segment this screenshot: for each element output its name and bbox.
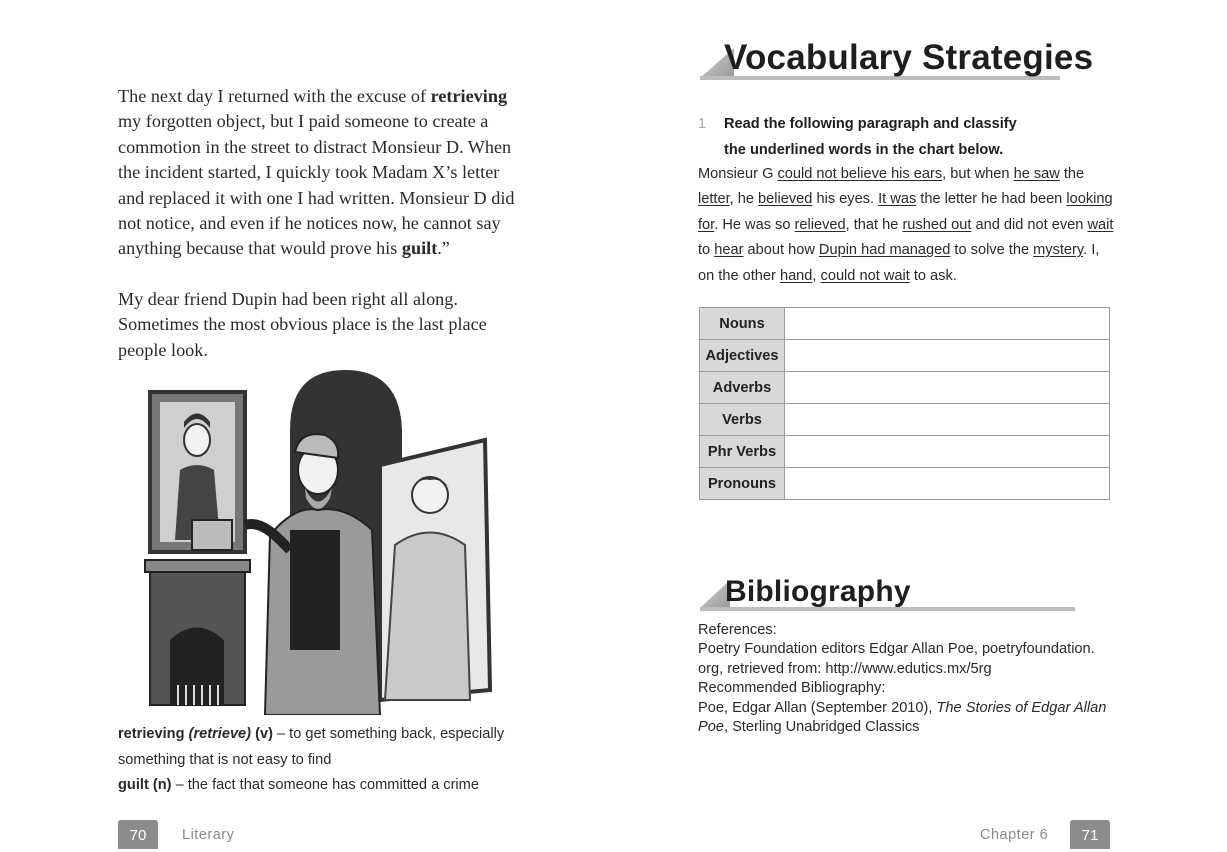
exercise-number: 1 (698, 116, 707, 132)
story-illustration (140, 370, 505, 715)
bibliography-title: Bibliography (725, 575, 911, 608)
glossary-entry-retrieving: retrieving (retrieve) (v) – to get something back, especially something that is not easy to find (118, 726, 505, 768)
row-label: Nouns (700, 308, 785, 340)
row-label: Adverbs (700, 372, 785, 404)
table-row (700, 340, 1110, 372)
table-row (700, 372, 1110, 404)
reference-entry: Poetry Foundation editors Edgar Allan Poe, poetryfoundation. org, retrieved from: http://www.edutics.mx/5rg (698, 641, 1095, 677)
row-label: Phr Verbs (700, 436, 785, 468)
left-page (0, 0, 613, 849)
table-row (700, 404, 1110, 436)
story-paragraph-2: My dear friend Dupin had been right all along. Sometimes the most obvious place is the last place people look. (118, 288, 487, 360)
exercise-paragraph: Monsieur G could not believe his ears, but when he saw the letter, he believed his eyes. It was the letter he had been looking for. He was so relieved, that he rushed out and did not even wait to hear about how Dupin had managed to solve the mystery. I, on the other hand, could not wait to ask. (698, 166, 1114, 284)
vocabulary-title: Vocabulary Strategies (724, 38, 1094, 77)
page-number-right: 71 (1070, 820, 1110, 849)
vocab-word-guilt: guilt (401, 238, 438, 259)
answer-cell[interactable] (785, 372, 1110, 404)
row-label: Verbs (700, 404, 785, 436)
vocab-word-retrieving: retrieving (430, 86, 508, 106)
story-paragraph-1: The next day I returned with the excuse of retrieving my forgotten object, but I paid someone to create a commotion in the street to distract Monsieur D. When the incident started, I quickly took Madam X’s letter and replaced it with one I had written. Monsieur D did not notice, and even if he notices now, he cannot say anything because that would prove his guilt.” (118, 86, 515, 259)
bibliography-text (698, 621, 1118, 737)
answer-cell[interactable] (785, 468, 1110, 500)
row-label: Pronouns (700, 468, 785, 500)
recommended-entry: Poe, Edgar Allan (September 2010), The Stories of Edgar Allan Poe, Sterling Unabridged Classics (698, 699, 1107, 736)
recommended-label: Recommended Bibliography: (698, 680, 886, 697)
exercise-instruction: 1 Read the following paragraph and classify the underlined words in the chart below. (698, 112, 1058, 163)
table-row (700, 308, 1110, 340)
right-page (614, 0, 1227, 849)
classification-table (699, 307, 1110, 500)
answer-cell[interactable] (785, 308, 1110, 340)
table-row (700, 436, 1110, 468)
story-text (118, 84, 528, 388)
glossary (118, 722, 548, 799)
page-number-left: 70 (118, 820, 158, 849)
footer-label-right: Chapter 6 (980, 827, 1049, 843)
answer-cell[interactable] (785, 436, 1110, 468)
row-label: Adjectives (700, 340, 785, 372)
answer-cell[interactable] (785, 404, 1110, 436)
table-row (700, 468, 1110, 500)
answer-cell[interactable] (785, 340, 1110, 372)
glossary-entry-guilt: guilt (n) – the fact that someone has committed a crime (118, 777, 479, 794)
references-label: References: (698, 622, 777, 638)
footer-label-left: Literary (182, 827, 235, 843)
